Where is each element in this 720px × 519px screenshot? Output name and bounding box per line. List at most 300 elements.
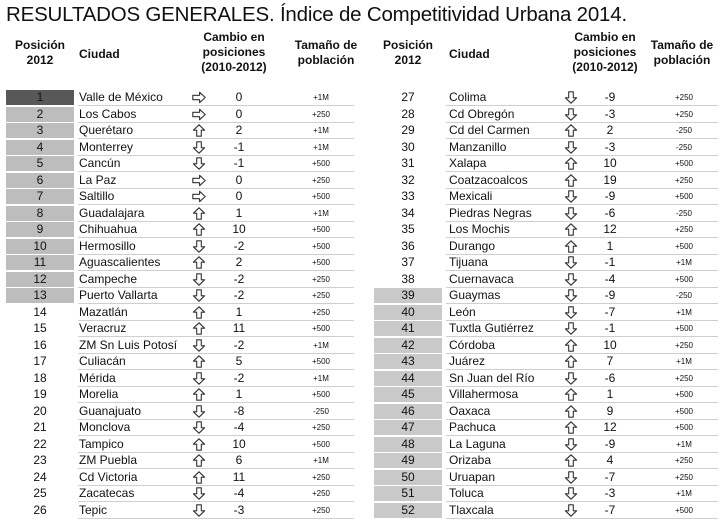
change-cell: 0 <box>235 189 243 203</box>
up-arrow-icon <box>564 355 578 368</box>
rank-cell: 31 <box>401 156 415 170</box>
up-arrow-icon <box>192 471 206 484</box>
city-cell: Tampico <box>79 436 124 451</box>
change-cell: 1 <box>606 387 614 401</box>
down-arrow-icon <box>192 405 206 418</box>
city-cell: Campeche <box>79 271 138 286</box>
city-cell: ZM Puebla <box>79 453 138 467</box>
up-arrow-icon <box>564 405 578 418</box>
city-cell: Hermosillo <box>79 238 136 253</box>
change-cell: 2 <box>235 255 243 269</box>
table-row <box>6 122 356 139</box>
rank-cell: 14 <box>33 304 47 319</box>
up-arrow-icon <box>564 454 578 467</box>
page-title: RESULTADOS GENERALES. Índice de Competitividad Urbana 2014. <box>6 3 627 26</box>
city-cell: Uruapan <box>449 469 496 484</box>
table-row <box>374 139 720 156</box>
city-cell: Cancún <box>79 156 121 170</box>
down-arrow-icon <box>564 372 578 385</box>
city-cell: Guadalajara <box>79 205 145 220</box>
down-arrow-icon <box>192 504 206 517</box>
city-cell: Pachuca <box>449 420 496 434</box>
table-row <box>6 106 356 123</box>
down-arrow-icon <box>192 339 206 352</box>
down-arrow-icon <box>192 273 206 286</box>
population-cell: +500 <box>311 159 331 168</box>
population-cell: +250 <box>674 225 694 234</box>
city-cell: Cd Victoria <box>79 469 138 484</box>
population-cell: +1M <box>313 126 329 135</box>
city-cell: Guanajuato <box>79 403 142 418</box>
population-cell: +500 <box>311 439 331 449</box>
table-row <box>6 320 356 337</box>
change-cell: 1 <box>235 387 243 401</box>
table-row <box>374 188 720 205</box>
change-cell: -4 <box>233 486 245 500</box>
population-cell: +250 <box>311 274 331 284</box>
right-arrow-icon <box>192 190 206 203</box>
change-cell: 19 <box>603 172 617 187</box>
rank-header-right-line2: 2012 <box>394 53 422 67</box>
down-arrow-icon <box>564 306 578 319</box>
table-row <box>374 353 720 370</box>
population-cell: +500 <box>674 423 694 432</box>
change-header-right-line3: (2010-2012) <box>572 60 638 74</box>
table-row <box>6 485 356 502</box>
down-arrow-icon <box>192 240 206 253</box>
rank-cell: 17 <box>33 354 47 368</box>
population-cell: +1M <box>313 456 329 465</box>
change-header-right-line1: Cambio en <box>574 30 636 44</box>
city-cell: Culiacán <box>79 354 126 368</box>
change-cell: -3 <box>604 486 616 500</box>
pop-header-right <box>646 38 718 68</box>
change-cell: 2 <box>235 123 243 137</box>
change-header-line2: posiciones <box>202 45 266 59</box>
population-cell: +500 <box>311 357 331 366</box>
population-cell: +500 <box>311 241 331 251</box>
change-cell: 4 <box>606 453 614 467</box>
change-cell: 0 <box>235 106 243 121</box>
city-cell: Querétaro <box>79 123 134 137</box>
city-cell: Mazatlán <box>79 304 128 319</box>
rank-cell: 19 <box>33 387 47 401</box>
population-cell: +500 <box>674 274 694 284</box>
population-cell: +250 <box>674 472 694 482</box>
change-header <box>184 30 284 75</box>
table-row <box>6 469 356 486</box>
city-cell: Veracruz <box>79 321 127 335</box>
city-cell: Oaxaca <box>449 403 491 418</box>
rank-cell: 3 <box>6 123 74 138</box>
rank-cell: 47 <box>374 420 442 435</box>
down-arrow-icon <box>564 471 578 484</box>
rank-cell: 9 <box>6 222 74 237</box>
change-cell: -2 <box>233 271 245 286</box>
population-cell: +250 <box>674 93 694 102</box>
table-row <box>374 337 720 354</box>
down-arrow-icon <box>564 207 578 220</box>
city-cell: Orizaba <box>449 453 492 467</box>
population-cell: +500 <box>311 225 331 234</box>
change-cell: -3 <box>604 106 616 121</box>
rank-cell: 40 <box>374 305 442 320</box>
rank-cell: 24 <box>33 469 47 484</box>
city-cell: Tepic <box>79 502 108 517</box>
table-row <box>374 452 720 469</box>
up-arrow-icon <box>192 223 206 236</box>
change-cell: -7 <box>604 469 616 484</box>
table-row <box>374 254 720 271</box>
city-cell: Villahermosa <box>449 387 519 401</box>
rank-header-line1: Posición <box>14 38 65 52</box>
rank-cell: 4 <box>6 140 74 155</box>
down-arrow-icon <box>564 108 578 121</box>
change-header-right-line2: posiciones <box>573 45 637 59</box>
city-cell: Aguascalientes <box>79 255 161 269</box>
rank-cell: 18 <box>33 370 47 385</box>
change-cell: -6 <box>604 370 616 385</box>
rank-cell: 34 <box>401 205 415 220</box>
down-arrow-icon <box>564 273 578 286</box>
rank-cell: 52 <box>374 503 442 518</box>
rank-cell: 41 <box>374 321 442 336</box>
population-cell: +250 <box>674 456 694 465</box>
rank-header-right <box>374 38 442 68</box>
rank-cell: 39 <box>374 288 442 303</box>
change-cell: -1 <box>604 321 616 335</box>
table-row <box>6 337 356 354</box>
change-cell: -9 <box>604 436 616 451</box>
rank-cell: 26 <box>33 502 47 517</box>
change-cell: 6 <box>235 453 243 467</box>
up-arrow-icon <box>192 256 206 269</box>
down-arrow-icon <box>564 504 578 517</box>
population-cell: +250 <box>311 307 331 317</box>
city-cell: Monterrey <box>79 139 134 154</box>
right-arrow-icon <box>192 91 206 104</box>
left-ranking-table <box>6 89 356 518</box>
up-arrow-icon <box>192 306 206 319</box>
table-row <box>6 370 356 387</box>
table-row <box>374 172 720 189</box>
rank-cell: 2 <box>6 107 74 122</box>
city-cell: Saltillo <box>79 189 115 203</box>
table-row <box>374 238 720 255</box>
rank-cell: 35 <box>401 222 415 236</box>
rank-cell: 12 <box>6 272 74 287</box>
population-cell: +500 <box>674 241 694 251</box>
up-arrow-icon <box>564 421 578 434</box>
rank-cell: 7 <box>6 189 74 204</box>
down-arrow-icon <box>564 190 578 203</box>
city-cell: Mexicali <box>449 189 493 203</box>
table-row <box>374 106 720 123</box>
table-row <box>374 485 720 502</box>
rank-cell: 10 <box>6 239 74 254</box>
rank-cell: 33 <box>401 189 415 203</box>
table-row <box>6 502 356 519</box>
city-cell: Los Cabos <box>79 106 137 121</box>
change-cell: -9 <box>604 189 616 203</box>
change-cell: -9 <box>604 90 616 104</box>
table-row <box>6 172 356 189</box>
city-header-right: Ciudad <box>449 47 490 61</box>
population-cell: +1M <box>313 93 329 102</box>
change-cell: 11 <box>232 321 246 335</box>
population-cell: +500 <box>311 324 331 333</box>
pop-header-line1: Tamaño de <box>294 38 358 52</box>
change-cell: -7 <box>604 304 616 319</box>
rank-cell: 37 <box>401 255 415 269</box>
city-cell: León <box>449 304 476 319</box>
population-cell: +500 <box>674 390 694 399</box>
change-cell: 0 <box>235 90 243 104</box>
rank-cell: 21 <box>33 420 47 434</box>
down-arrow-icon <box>564 141 578 154</box>
rank-header-line2: 2012 <box>26 53 54 67</box>
table-row <box>374 287 720 304</box>
population-cell: -250 <box>675 126 692 135</box>
population-cell: +250 <box>311 109 331 119</box>
up-arrow-icon <box>564 388 578 401</box>
table-row <box>374 122 720 139</box>
city-cell: Mérida <box>79 370 116 385</box>
city-cell: Puerto Vallarta <box>79 288 158 302</box>
population-cell: +1M <box>676 489 692 498</box>
population-cell: +1M <box>676 307 692 317</box>
up-arrow-icon <box>564 157 578 170</box>
city-cell: Valle de México <box>79 90 163 104</box>
down-arrow-icon <box>192 157 206 170</box>
city-cell: La Laguna <box>449 436 506 451</box>
table-row <box>6 419 356 436</box>
table-row <box>374 304 720 321</box>
change-cell: -6 <box>604 205 616 220</box>
population-cell: -250 <box>312 406 329 416</box>
rank-cell: 38 <box>401 271 415 286</box>
pop-header-right-line2: población <box>653 53 711 67</box>
city-cell: Toluca <box>449 486 484 500</box>
change-header-line1: Cambio en <box>203 30 265 44</box>
rank-cell: 48 <box>374 437 442 452</box>
down-arrow-icon <box>564 322 578 335</box>
change-cell: 2 <box>606 123 614 137</box>
change-cell: 10 <box>603 337 617 352</box>
change-cell: 1 <box>235 205 243 220</box>
table-row <box>374 386 720 403</box>
table-row <box>6 353 356 370</box>
up-arrow-icon <box>192 124 206 137</box>
table-row <box>6 452 356 469</box>
population-cell: +250 <box>311 423 331 432</box>
table-row <box>374 502 720 519</box>
population-cell: +1M <box>313 142 329 152</box>
table-row <box>6 139 356 156</box>
change-cell: -2 <box>233 238 245 253</box>
rank-cell: 28 <box>401 106 415 121</box>
down-arrow-icon <box>192 141 206 154</box>
table-row <box>6 238 356 255</box>
rank-cell: 22 <box>33 436 47 451</box>
rank-header <box>6 38 74 68</box>
up-arrow-icon <box>192 355 206 368</box>
change-cell: -8 <box>233 403 245 418</box>
rank-cell: 51 <box>374 486 442 501</box>
population-cell: -250 <box>675 208 692 218</box>
population-cell: +250 <box>674 175 694 185</box>
rank-cell: 49 <box>374 453 442 468</box>
pop-header <box>286 38 366 68</box>
up-arrow-icon <box>192 438 206 451</box>
table-row <box>6 271 356 288</box>
population-cell: +500 <box>311 192 331 201</box>
population-cell: +1M <box>676 258 692 267</box>
table-row <box>374 419 720 436</box>
up-arrow-icon <box>564 124 578 137</box>
city-cell: Tuxtla Gutiérrez <box>449 321 534 335</box>
city-cell: Coatzacoalcos <box>449 172 528 187</box>
change-cell: -2 <box>233 288 245 302</box>
table-row <box>6 221 356 238</box>
city-cell: Tlaxcala <box>449 502 494 517</box>
up-arrow-icon <box>192 454 206 467</box>
rank-cell: 45 <box>374 387 442 402</box>
right-arrow-icon <box>192 108 206 121</box>
table-row <box>374 155 720 172</box>
change-cell: -3 <box>233 502 245 517</box>
table-row <box>374 205 720 222</box>
city-cell: Juárez <box>449 354 486 368</box>
population-cell: +500 <box>674 505 694 515</box>
change-cell: 7 <box>606 354 614 368</box>
population-cell: +500 <box>311 258 331 267</box>
table-row <box>6 205 356 222</box>
city-cell: Tijuana <box>449 255 488 269</box>
population-cell: +1M <box>313 208 329 218</box>
change-cell: -1 <box>233 156 245 170</box>
change-cell: 1 <box>606 238 614 253</box>
city-cell: La Paz <box>79 172 117 187</box>
rank-cell: 25 <box>33 486 47 500</box>
table-row <box>374 271 720 288</box>
rank-cell: 5 <box>6 156 74 171</box>
table-row <box>6 304 356 321</box>
table-row <box>6 155 356 172</box>
down-arrow-icon <box>564 256 578 269</box>
change-cell: 10 <box>603 156 617 170</box>
change-cell: -4 <box>604 271 616 286</box>
table-row <box>6 403 356 420</box>
population-cell: +250 <box>674 340 694 350</box>
city-cell: Xalapa <box>449 156 487 170</box>
change-cell: -4 <box>233 420 245 434</box>
up-arrow-icon <box>564 240 578 253</box>
right-arrow-icon <box>192 174 206 187</box>
change-cell: 0 <box>235 172 243 187</box>
rank-cell: 13 <box>6 288 74 303</box>
change-cell: 10 <box>232 222 246 236</box>
change-cell: -3 <box>604 139 616 154</box>
change-cell: 12 <box>603 420 617 434</box>
city-cell: Piedras Negras <box>449 205 532 220</box>
table-row <box>6 436 356 453</box>
down-arrow-icon <box>564 438 578 451</box>
rank-cell: 1 <box>6 90 74 105</box>
city-cell: Durango <box>449 238 496 253</box>
table-row <box>374 403 720 420</box>
change-cell: 1 <box>235 304 243 319</box>
rank-cell: 36 <box>401 238 415 253</box>
table-row <box>374 221 720 238</box>
rank-cell: 44 <box>374 371 442 386</box>
up-arrow-icon <box>564 174 578 187</box>
city-cell: Cuernavaca <box>449 271 514 286</box>
down-arrow-icon <box>192 487 206 500</box>
population-cell: +250 <box>674 109 694 119</box>
down-arrow-icon <box>564 289 578 302</box>
table-row <box>6 188 356 205</box>
city-cell: Manzanillo <box>449 139 507 154</box>
table-row <box>374 436 720 453</box>
up-arrow-icon <box>564 223 578 236</box>
change-cell: -1 <box>233 139 245 154</box>
population-cell: +250 <box>311 472 331 482</box>
city-cell: Córdoba <box>449 337 496 352</box>
change-cell: -7 <box>604 502 616 517</box>
table-row <box>374 370 720 387</box>
rank-cell: 46 <box>374 404 442 419</box>
rank-cell: 6 <box>6 173 74 188</box>
rank-cell: 43 <box>374 354 442 369</box>
pop-header-right-line1: Tamaño de <box>650 38 714 52</box>
city-cell: Los Mochis <box>449 222 510 236</box>
city-cell: Cd del Carmen <box>449 123 530 137</box>
city-cell: Cd Obregón <box>449 106 515 121</box>
city-header: Ciudad <box>79 47 120 61</box>
rank-cell: 20 <box>33 403 47 418</box>
population-cell: +500 <box>674 192 694 201</box>
rank-cell: 23 <box>33 453 47 467</box>
up-arrow-icon <box>192 207 206 220</box>
city-cell: Morelia <box>79 387 119 401</box>
up-arrow-icon <box>564 339 578 352</box>
table-row <box>6 254 356 271</box>
population-cell: +500 <box>674 406 694 416</box>
table-row <box>6 89 356 106</box>
rank-cell: 30 <box>401 139 415 154</box>
population-cell: +250 <box>311 489 331 498</box>
population-cell: +250 <box>311 505 331 515</box>
up-arrow-icon <box>192 322 206 335</box>
population-cell: -250 <box>675 142 692 152</box>
change-cell: 12 <box>603 222 617 236</box>
city-cell: Sn Juan del Río <box>449 370 535 385</box>
population-cell: +500 <box>311 390 331 399</box>
change-header-right <box>555 30 655 75</box>
city-cell: Monclova <box>79 420 131 434</box>
population-cell: +250 <box>311 175 331 185</box>
change-cell: 10 <box>232 436 246 451</box>
change-cell: -2 <box>233 337 245 352</box>
city-cell: Chihuahua <box>79 222 138 236</box>
population-cell: +1M <box>676 357 692 366</box>
down-arrow-icon <box>192 372 206 385</box>
up-arrow-icon <box>192 388 206 401</box>
table-row <box>6 386 356 403</box>
population-cell: +250 <box>674 373 694 383</box>
rank-cell: 32 <box>401 172 415 187</box>
